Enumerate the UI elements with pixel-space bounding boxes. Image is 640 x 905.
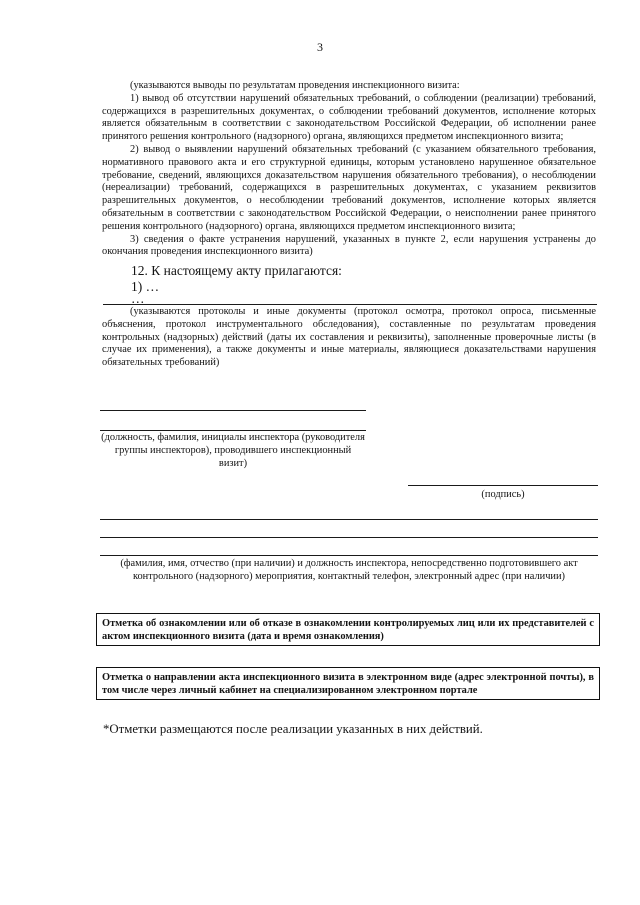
attachments-line xyxy=(103,304,597,305)
conclusions-item-3: 3) сведения о факте устранения нарушений, указанных в пункте 2, если нарушения устранены до окончания проведения инспекционного визита) xyxy=(102,233,596,258)
section-12-heading: 12. К настоящему акту прилагаются: xyxy=(131,263,342,278)
preparer-line-1 xyxy=(100,519,598,520)
conclusions-block xyxy=(102,80,596,259)
attachments-note: (указываются протоколы и иные документы (протокол осмотра, протокол опроса, письменные объяснения, протокол инструментального обследования), составленные по результатам проведения контрольных (надзорных) действий (даты их составления и реквизиты), заполненные проверочные листы (в случае их применения), а также документы и иные материалы, являющиеся доказательствами нарушения обязательных требований) xyxy=(102,306,596,369)
acquaintance-mark-box: Отметка об ознакомлении или об отказе в ознакомлении контролируемых лиц или их представителей с актом инспекционного визита (дата и время ознакомления) xyxy=(96,613,600,646)
inspector-caption: (должность, фамилия, инициалы инспектора (руководителя группы инспекторов), проводившего инспекционный визит) xyxy=(101,432,365,469)
conclusions-item-1: 1) вывод об отсутствии нарушений обязательных требований, о соблюдении (реализации) требований, содержащихся в разрешительных документах, о соблюдении требований документов, исполнение которых является обязательным в соответствии с законодательством Российской Федерации, об исполнении ранее принятого решения контрольного (надзорного) органа, являющихся предметом инспекционного визита; xyxy=(102,92,596,143)
inspector-signature-line-2 xyxy=(100,430,366,431)
signature-line xyxy=(408,485,598,486)
preparer-caption: (фамилия, имя, отчество (при наличии) и должность инспектора, непосредственно подготовившего акт контрольного (надзорного) мероприятия, контактный телефон, электронный адрес (при наличии) xyxy=(120,558,578,582)
conclusions-item-2: 2) вывод о выявлении нарушений обязательных требований (с указанием обязательного требования, нормативного правового акта и его структурной единицы, которым установлено нарушенное обязательное требование, сведений, являющихся доказательством нарушения обязательного требования), о несоблюдении (нереализации) требований, содержащихся в разрешительных документах, с указанием реквизитов разрешительных документов, о несоблюдении требований документов, исполнение которых является обязательным в соответствии с законодательством Российской Федерации, о неисполнении ранее принятого решения контрольного (надзорного) органа, являющихся предметом инспекционного визита; xyxy=(102,143,596,232)
section-12-item-more: … xyxy=(131,291,145,306)
inspector-signature-line-1 xyxy=(100,410,366,411)
conclusions-intro: (указываются выводы по результатам проведения инспекционного визита: xyxy=(130,80,460,91)
signature-caption: (подпись) xyxy=(481,489,525,500)
footnote: *Отметки размещаются после реализации указанных в них действий. xyxy=(103,722,483,736)
electronic-delivery-mark-box: Отметка о направлении акта инспекционного визита в электронном виде (адрес электронной почты), в том числе через личный кабинет на специализированном электронном портале xyxy=(96,667,600,700)
preparer-line-2 xyxy=(100,537,598,538)
page-number: 3 xyxy=(317,40,323,54)
section-12-item-1: 1) … xyxy=(131,279,160,294)
preparer-line-3 xyxy=(100,555,598,556)
